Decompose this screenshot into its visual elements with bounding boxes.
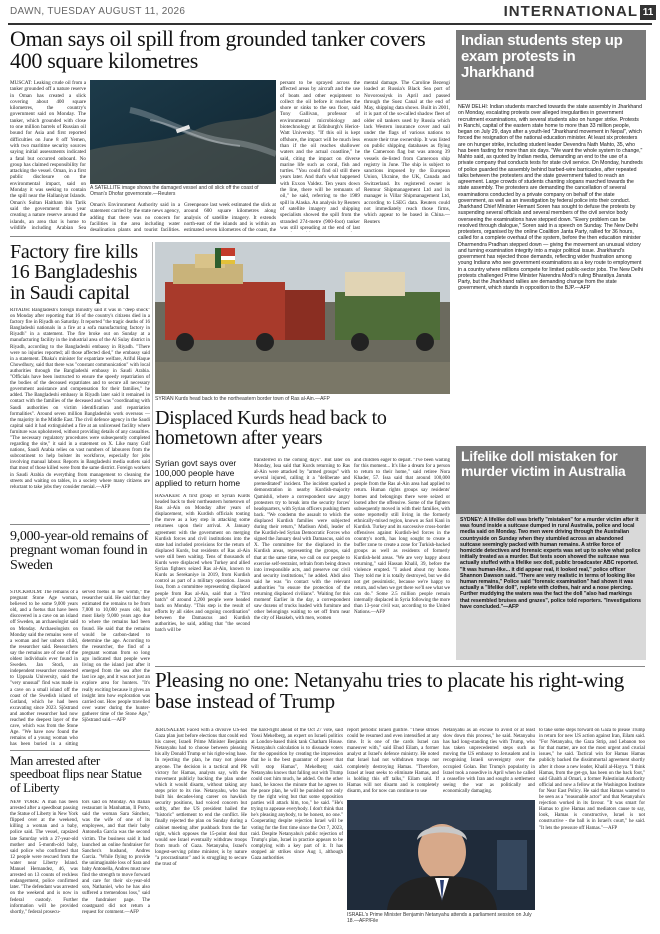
divider-netanyahu: [155, 666, 645, 667]
sweden-headline: 9,000-year-old remains of pregnant woman found in Sweden: [10, 530, 149, 573]
india-body: NEW DELHI: Indian students marched towards the state assembly in Jharkhand on Monday, escalating protests over alleged irregularities in government recruitment examinations, with several students also on hunger strike. Protests in Ranchi, capital of the eastern state home to more than 33 million people, began on July 29, days after a youth-led "Jharkhand movement in Nepal", which forced the resignation of the national education minister. At least six protesters are on hunger strike, including student leader Devendra Nath Mahto, 35, who has been fasting for more than six days. "We want the whole system to change," Mahto said, as quoted by Indian media, demanding an end to the use of a private company that conducts tests for state civil service. On Monday, hundreds of police guarded the assembly behind barbed-wire barricades, after repeated talks between the protesters and the state government failed to reach an agreement. Large crowds of students chanting slogans marched towards the state assembly. The protesters are demanding the cancellation of several examinations conducted by a private company on behalf of the state government, as well as an investigation by federal police into their conduct. Jharkhand Chief Minister Hemant Soren has sought to defuse the protests by suspending several officials and several members of the civil service body overseeing the examinations have stepped down. "Every problem can be resolved through dialogue," Soren said in a speech on Sunday. The New Delhi protesters, organised by the online Coalition Janta Party, rallied for 36 hours, called for a complete overhaul of the system, before the then education minister Dharmendra Pradhan stepped down — giving the movement an unusual victory and turning examination integrity into a major political issue. Jharkhand's government has rejected those demands, reflecting wider frustration among young Indians who see government examinations as a key route to employment in a country where millions compete for limited public-sector jobs. The New Delhi protests challenged Prime Minister Narendra Modi's ruling Bharatiya Janata Party, but the Jharkhand rallies are demanding change from the state government, which stands in opposition to the BJP.—AFP: [458, 104, 644, 292]
kurds-column-2: transferred in the coming days". But later on Monday, Issa said that Kurds returning to Ras al-Ain were attacked by "armed groups" with several injured, calling it a "deliberate and premeditated" incident. The incident sparked a demonstration in nearby Kurdish-majority Qamishli, where a correspondent saw angry protesters try to break into the security forces' headquarters, with Syrian officers pushing them back. "We condemn the assault to which the displaced Kurdish families were subjected during their return," Madison Abdi, leader of the Kurdish-led Syrian Democratic Forces who signed the January deal with Damascus, said on X. The committee for the displaced in the Kurdish areas, representing the groups, said that at the same time, we call on our people to exercise self-restraint, refrain from being drawn into irresponsible acts, and preserve our civil and security institutions," he added. Abdi also said he was "in contact with the relevant authorities "to ensure the protection of the returning displaced civilians". 'Waiting for this moment' Earlier in the day, a correspondent saw dozens of trucks loaded with furniture and other belongings waiting to set off from near the city of Hasakeh, with men, women: [254, 458, 350, 622]
oman-column-5: mental damage. The Caroline Bezengi loaded at Russia's Black Sea port of Novorossiysk in April and passed through the Suez Canal at the end of May, shipping data shows. Built in 2001, it is part of the so-called shadow fleet of older oil tankers used by Russia which lack Western insurance cover and sail under the flags of various nations to ensure their true ownership. It was listed on public shipping databases as flying the Cameroon flag but was among 39 vessels de-listed from Cameroon ship registry in June. The ship is subject to sanctions imposed by the European Union, Ukraine, the UK, Canada and Switzerland. Its registered owner is Rentour Shipmanagement Ltd and its manager is Villar Shipmanagement Ltd, according to LSEG data. Reuters could not immediately reach those firms, which appear to be based in China.—Reuters: [364, 80, 450, 225]
kurds-subhead: Syrian govt says over 100,000 people have applied to return home: [155, 458, 241, 488]
india-sidebar-header: [456, 30, 646, 100]
masthead-date-line: DAWN, TUESDAY AUGUST 11, 2026: [10, 6, 186, 17]
divider-oman: [10, 236, 450, 237]
saudi-fire-body: RIYADH: Bangladesh's foreign ministry said it was in "deep shock" on Monday after reporting that 16 of the country's citizens died in a factory fire in Riyadh on Saturday. It reported "the tragic deaths of 16 Bangladeshi nationals in a fire at a sofa manufacturing factory in Riyadh" in a statement. The fire broke out on Sunday at a manufacturing facility in the industrial area of the Al Sulay district in Riyadh, according to the Bangladeshi embassy in Riyadh. "There were no injuries reported; all those affected died," the embassy said in a statement. Dhaka's minister for expatriate welfare, Ariful Haque Chowdhury, said that there was "constant communication" with local authorities through the Bangladeshi embassy in Saudi Arabia. "Officials have been instructed to ensure the speedy repatriation of the bodies of the deceased expatriates and to secure all necessary government assistance and compensation for their families," he added. The Bangladeshi embassy in Riyadh later said it remained in contact with the families of the deceased and was "coordinating with Saudi authorities on victim identification and repatriation formalities". Around seven million Bangladeshis work overseas — the majority in the Middle East. The civil defence agency in the Saudi capital said it had extinguished a fire at an unlicensed facility where furniture was upholstered, without providing details of any casualties. "The necessary regulatory procedures were subsequently completed regarding the site," it said in a statement on X. Like many Gulf nations, Saudi Arabia relies on vast numbers of labourers from the subcontinent to help bolster its workforce, especially for jobs involving manual labour. Reports in Bangladeshi media outlets said that most of those killed were from the same district. Foreign workers in Saudi Arabia do everything from management to cleaning the streets and waiting on tables, in a society where many citizens are reluctant to take jobs they consider menial.—AFP: [10, 308, 150, 490]
netanyahu-photo-caption: ISRAEL's Prime Minister Benjamin Netanyahu attends a parliament session on July 18.—AFP/File: [347, 912, 532, 924]
netanyahu-column-4: Netanyahu as an excuse to avoid or at least slow down this process," he said. Netanyahu has had long-standing ties with Trump, who has taken unprecedented steps such as moving the US embassy to Jerusalem and in recognising Israeli sovereignty over the occupied Golan. But Trump's popularity in Israel took a nosedive in April when he called a ceasefire with Iran and sought a settlement seeing the war as politically and economically damaging.: [443, 728, 535, 794]
oman-column-2: Oman's Environment Authority said in a statement carried by the state news agency, adding that there was no concern for facilities in the area including water desalination plants and tourist facilities.: [90, 202, 180, 232]
divider-sweden: [10, 524, 150, 525]
oman-column-3: Greenpeace last week estimated the slick at around 600 square kilometres along analysis of satellite imagery. It extends north-east of the islands and is within an estimated seven kilometres of the coast, the: [184, 202, 276, 232]
kurds-column-1: HASAKEH: A first group of Syrian Kurds headed back to their northeastern hometown of Ras al-Ain on Monday after years of displacement, with Kurdish officials touting the move as a key step in attacking some returnees upon their arrival. A January agreement with the government on merging Kurdish forces and civil institutions into the state had included provisions for the return of displaced Kurds, but residents of Ras al-Ain were still been waiting. Tens of thousands of Kurds were displaced when Turkey and allied Syrian fighters seized Ras al-Ain, known to Kurds as Serekaniye in 2019, from Kurdish control as part of a military operation. Jawan Issa, from a committee representing displaced people from Ras al-Ain, said that a "first batch" of around 2,200 people were headed back on Monday. "This step is the result of efforts by all sides and ongoing coordination" between the Damascus and Kurdish authorities, he said, adding that "the second batch will be: [155, 494, 250, 634]
liberty-column-1: NEW YORK: A man has been arrested after a speedboat passing the Statue of Liberty in New York flipped over at the weekend, killing a woman and a baby, police said. The vessel, capsized late Saturday with a 27-year-old mother and 5-month-old baby, said police who confirmed that 12 people were rescued from the water near Liberty Island. Manuel Hernandez, 46, was arrested on 13 counts of reckless endangerment, police confirmed later. "The defendant was arrested on the weekend and is now in federal custody. Further information will be provided shortly," federal prosecu-: [10, 800, 78, 915]
kurds-headline: Displaced Kurds head back to hometown after years: [155, 408, 387, 450]
kurds-photo: [155, 242, 450, 394]
masthead-rule: [8, 23, 652, 25]
section-title: INTERNATIONAL: [503, 3, 638, 20]
oman-column-4: persant to be sprayed across the affected areas by aircraft and the use of boats and other equipment to collect the oil before it reaches the shore or sinks to the sea floor, said Tony Gallivan, professor of environmental microbiology and biotechnology at Edinburgh's Heriot-Watt University. "If this oil is kept offshore, the impact will be much less than if the oil reaches shallower waters and the actual coastline," he said, citing the impact on diverse marine life such as coral, fish and turtles. "You could find oil still there years later. And that's what happened with Exxon Valdez. Ten years down the line, there will be remnants of oil," he said, referring to the 1989 spill in Alaska. An analysis by Reuters of satellite imagery and shipping specialists showed the spill from the stranded 274-metre (900-foot) tanker was still spreading at the end of last: [280, 80, 360, 231]
doll-body-box: [456, 514, 646, 660]
page-number: 11: [640, 5, 656, 20]
sweden-column-1: STOCKHOLM: The remains of a pregnant Stone Age woman, believed to be some 9,000 years old, and a foetus that have been discovered in a cave on an island off Sweden, an archaeologist said on Monday. Archaeologists on Monday said the remains were of a woman and her unborn child, the researcher said. Researchers say the remains are of one of the oldest individuals ever found in Sweden. Jan Storå, an independent researcher connected to Uppsala University, said the "very unusual" find was made in a cave on a small island off the coast of the Swedish island of Gotland, which he had been excavating since 2023. Sjöstrand and another researcher had now reached the deepest layer of the cave, which was from the Stone Age. "We have now found the remains of a young woman who has been buried in a sitting: [10, 590, 78, 748]
sweden-column-2: served foetus in her womb," the researcher said. He said that they estimated the remains to be from 7,000 to 10,000 years old, but most likely 9,000 years ago due to where the remains had been found. He said that the remains would be carbon-dated to determine the age. According to the researcher, the find of a pregnant woman from so long ago indicated that people were living on the island just after it emerged from the sea after the last ice age, and it was not just an explore area for hunters. "It's really exciting because it gives an insight into how exploration was carried out. How people travelled over water during the hunter-gatherer time of the Stone Age," Sjöstrand said.—AFP: [82, 590, 150, 723]
netanyahu-headline: Pleasing no one: Netanyahu tries to placate his right-wing base instead of Trump: [155, 670, 624, 714]
doll-headline: Lifelike doll mistaken for murder victim in Australia: [461, 448, 626, 480]
kurds-column-3: and children eager to depart. "I've been waiting for this moment... It's like a dream for a person to return to their home," said retiree Nora Khader, 57. Issa said that around 100,000 people from the Ras al-Ain area had applied to return. Human rights groups say residents' homes and belongings there were seized or looted after the offensive. Some of the fighters subsequently moved in with their families, with some reportedly still living in the formerly ethnically-mixed region, known as Sari Kani in Kurdish. Turkey and its successive cross-border offensives against Kurdish-led forces in the country's north, has long sought to create a buffer zone to create a zone for Turkish-backed groups as well as residents of formerly Kurdish-held areas. "We are very happy about returning," said Hassan Khalil, 39, before the violence erupted. "I asked about my home. They told me it is totally destroyed, but we did not get pessimistic, because we're happy to return, and when we get there we'll see what we can do." Some 2.5 million people remain internally displaced in Syria following the more than 13-year civil war, according to the United Nations.—AFP: [354, 458, 450, 616]
liberty-headline: Man arrested after speedboat flips near Statue of Liberty: [10, 754, 142, 795]
doll-sidebar-header: [456, 446, 646, 514]
doll-body: SYDNEY: A lifelike doll was briefly "mistaken" for a murder victim after it was found inside a suitcase dumped in rural Australia, police and local media said on Monday. Two men were driving through the Australian countryside on Sunday when they stumbled across an abandoned suitcase seemingly packed with human remains. A strike force of homicide detectives and forensic experts was set up to solve what police initially treated as a murder. But tests soon showed the suitcase was actually stuffed with a lifelike sex doll, public broadcaster ABC reported. "It was human-like... it did appear real, it looked real," police officer Shannon Dawson said. "There are very realistic in terms of looking like human remains," Police said "forensic examination" had shown it was actually a "lifelike doll", replete with clothes, hair and a nose piercing. Further muddying the waters was the fact the doll "also had markings that resembled bruises and grazes", police told reporters. "Investigations have concluded."—AFP: [460, 517, 642, 610]
kurds-photo-caption: SYRIAN Kurds head back to the northeastern border town of Ras al-Ain.—AFP: [155, 396, 330, 402]
divider-liberty: [10, 750, 150, 751]
liberty-column-2: tors said on Monday. An Italian restaurant in Manhattan, Il Porto, said the woman Sara Sánchez, was the wife of one of its employees, and that their baby Antonella Garcia was the second victim. The business said it had launched an online fundraiser for Sanchez's husband, Andres Garcia. "While flying to provide the unimaginable loss of Sara and baby Antonella, Andres must now find the strength to move forward and care for their six-year-old son, Nathaniel, who he has also suffered a tremendous loss," said the fundraiser page. The coastguard did not return a request for comment.—AFP: [82, 800, 150, 915]
oman-column-1: MUSCAT: Leaking crude oil from a tanker grounded off a nature reserve in Oman has created a slick covering about 400 square kilometres, the country's government said on Monday. The tanker, which grounded with close to one million barrels of Russian oil bound for Asia and first reported difficulties on June 8 off Yemen, with two maritime security sources saying initial assessments indicated a fatal but occurred onboard. No group has claimed responsibility for attacking the vessel. Oman, in a first public disclosure on the environmental impact, said on Monday it was seeking to contain the spill near the Hallaniyat Islands. Oman's Sultan Haitham bin Tarik said the government this year creating a nature reserve around the islands, an area that is home to wildlife including Arabian Sea: [10, 80, 86, 230]
saudi-fire-headline: Factory fire kills 16 Bangladeshis in Saudi capital: [10, 242, 138, 304]
netanyahu-column-3: report periodic Israeli gunfire. "These strikes could be resumed and even intensified at any time. It is one of the cards Israel can maneuver with," said Ehud Eilam, a former analyst at Israel's defence ministry. He noted that Israel had not withdrawn troops nor completely destroying Hamas. "Therefore, Israel at least seeks to eliminate Hamas, and is holding this off talks," Eilam said. If Hamas will not disarm and is completely disarm, and for now can continue to use: [347, 728, 439, 794]
netanyahu-column-1: JERUSALEM: Faced with a divisive US-led Gaza plan just before elections that could end his career, Israeli Prime Minister Benjamin Netanyahu had to choose between pleasing his ally Donald Trump or his right-wing base. In rejecting the plan, he may not please anyone. The decision is a tactical and PR victory for Hamas, analysts say, with the movement publicly backing the plan under which it would disarm, without taking any steps prior to its rise. Netanyahu, who has built his decades-long career on hawkish security positions, had voiced concern but softly, after the US president hailed the "historic" settlement to end the conflict. He finally rejected the plan on Sunday during a cabinet meeting after pushback from the far right, which opposes the 15-point deal that would see Israel eventually withdraw troops from much of Gaza. Netanyahu, Israel's longest-serving prime minister, is by nature "a procrastinator" and is struggling to secure the trust of: [155, 728, 247, 868]
oman-satellite-photo: [90, 80, 276, 184]
india-headline: Indian students step up exam protests in Jharkhand: [461, 32, 623, 82]
netanyahu-column-2: the hard-right ahead of the Oct 27 vote, said Yossi Mekelberg, an expert on Israeli politics at London-based think tank Chatham House. Netanyahu's calculation is to dissuade voters for the opposition by creating the impression that he is the best guarantor of power that will stop Hamas", Mekelberg said. Netanyahu knows that falling out with Trump could cost him much, he added. On the other hand, he knows the minute that he agrees to the peace plan, he will be punished not only by the right wing but that some opposition parties will attack him, too," he said. "He's trying to appease everybody. I don't think that he's pleasing anybody, to be honest, no one." Cooperating despite rejection Israel will be voting for the first time since the Oct 7, 2023, raid. Despite Netanyahu's public rejection of Trump's plan, Israel in practice appears to be complying with a key part of it. It has stopped air strikes since Aug 1, although Gaza authorities: [251, 728, 343, 861]
oman-photo-caption: A SATELLITE image shows the damaged vessel and oil slick off the coast of Oman's Dhofar governorate.—Reuters: [90, 185, 259, 197]
oman-headline: Oman says oil spill from grounded tanker covers 400 square kilometres: [10, 28, 426, 74]
netanyahu-photo: [347, 800, 535, 910]
netanyahu-column-5: to take some steps forward on Gaza to please Trump in return for new US action against Iran, Eilam said. "For Netanyahu, the Gaza Strip, and Lebanon too for that matter, are not the most urgent and crucial issues," he said. Tactical win for Hamas Hamas publicly backed the dissimmortal agreement shortly after it chose a new leader, Khalil al-Hayya. "I think Hamas, from the get-go, has been on the back foot," said Ghaith al Omari, a former Palestinian Authority official and now a fellow at the Washington Institute for Near East Policy. He said that Hamas wanted to be seen as a "reasonable actor" and that Netanyahu's rejection worked in its favour. "It was smart for Hamas to give Hamas and mediators cause to say, look, Hamas is constructive, Israel is not constructive - the ball is in Israel's court," he said. "It lets the pressure off Hamas."—AFP: [539, 728, 645, 831]
vertical-rule-1: [152, 242, 153, 522]
